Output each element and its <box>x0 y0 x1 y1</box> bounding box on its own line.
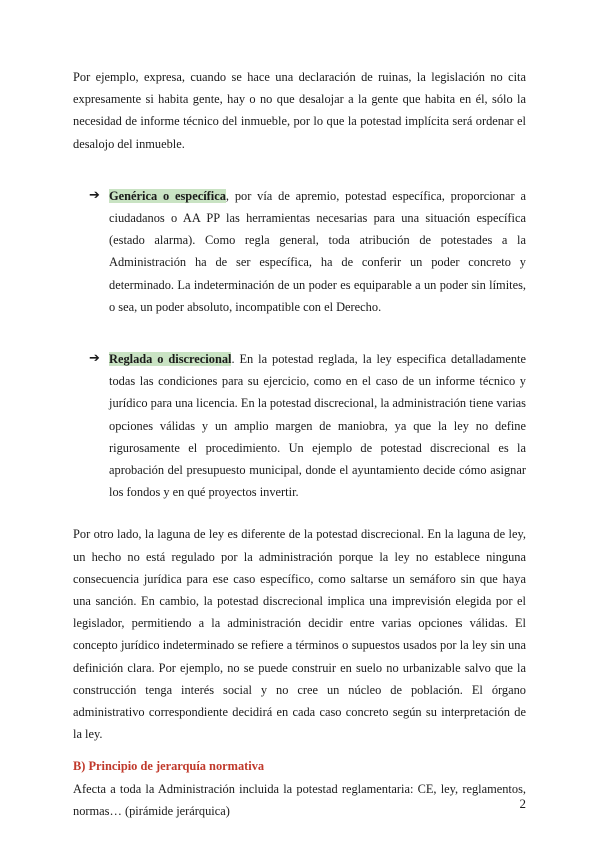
bullet-item-generica <box>73 185 526 318</box>
section-heading: B) Principio de jerarquía normativa <box>73 759 265 774</box>
right-arrow-icon: ➔ <box>89 351 100 367</box>
right-arrow-icon: ➔ <box>89 187 100 203</box>
paragraph-laguna-ley: Por otro lado, la laguna de ley es diferente de la potestad discrecional. En la laguna de ley, un hecho no está regulado por la administración porque la ley no establece ninguna consecuencia jurídica para ese caso específico, como saltarse un semáforo sin que haya una sanción. En cambio, la potestad discrecional implica una imprevisión elegida por el legislador, permitiendo a la administración decidir entre varias opciones válidas. El concepto jurídico indeterminado se refiere a términos o supuestos usados por la ley sin una definición clara. Por ejemplo, no se puede construir en suelo no urbanizable salvo que la construcción tenga interés social y no cree un núcleo de población. El órgano administrativo correspondiente decidirá en cada caso concreto según su interpretación de la ley. <box>73 527 526 742</box>
paragraph-intro: Por ejemplo, expresa, cuando se hace una declaración de ruinas, la legislación no cita expresamente si habita gente, hay o no que desalojar a la gente que habita en él, sólo la necesidad de informe técnico del inmueble, por lo que la potestad implícita será ordenar el desalojo del inmueble. <box>73 70 526 151</box>
bullet-term: Reglada o discrecional <box>109 352 232 367</box>
bullet-term: Genérica o específica <box>109 188 226 203</box>
bullet-text: . En la potestad reglada, la ley especifica detalladamente todas las condiciones para su ejercicio, como en el caso de un informe técnico y jurídico para una licencia. En la potestad discrecional, la administración tiene varias opciones válidas y un amplio margen de maniobra, ya que la ley no define rigurosamente el procedimiento. Un ejemplo de potestad discrecional es la aprobación del presupuesto municipal, donde el ayuntamiento decide cómo asignar los fondos y en qué proyectos invertir. <box>109 352 527 500</box>
page-number: 2 <box>519 796 526 811</box>
paragraph-jerarquia: Afecta a toda la Administración incluida la potestad reglamentaria: CE, ley, reglamentos, normas… (pirámide jerárquica) <box>73 781 526 818</box>
bullet-item-reglada <box>73 348 526 503</box>
document-body <box>73 66 526 822</box>
bullet-text: , por vía de apremio, potestad específica, proporcionar a ciudadanos o AA PP las herramientas necesarias para una situación específica (estado alarma). Como regla general, toda atribución de potestades a la Administración ha de ser específica, ha de conferir un poder concreto y determinado. La indeterminación de un poder es equiparable a un poder sin límites, o sea, un poder absoluto, incompatible con el Derecho. <box>109 188 526 314</box>
